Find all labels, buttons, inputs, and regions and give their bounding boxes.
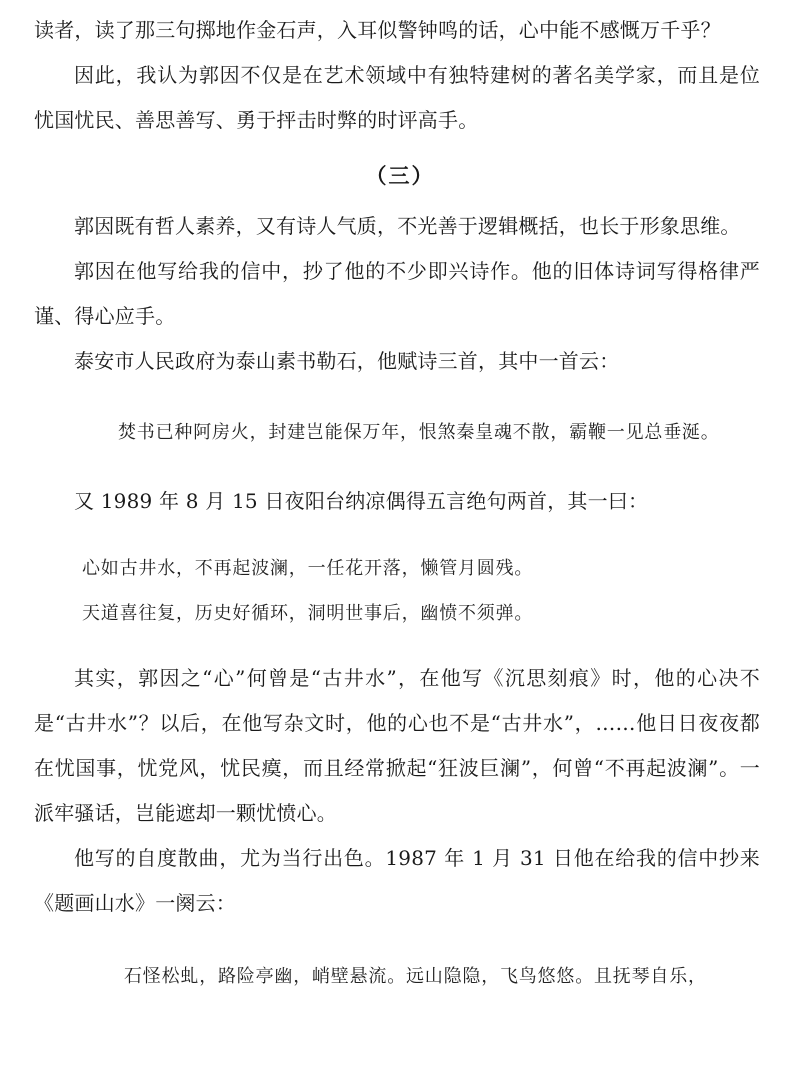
poem-quote-3: [0, 954, 800, 999]
poem-2-line-2: 天道喜往复，历史好循环，洞明世事后，幽愤不须弹。: [82, 603, 534, 624]
poem-1-text: 焚书已种阿房火，封建岂能保万年，恨煞秦皇魂不散，霸鞭一见总垂涎。: [118, 422, 720, 443]
paragraph-8: 他写的自度散曲，尤为当行出色。1987 年 1 月 31 日他在给我的信中抄来《题画山水》一阕云：: [34, 846, 760, 915]
poem-2-line-1: 心如古井水，不再起波澜，一任花开落，懒管月圆残。: [82, 558, 534, 579]
paragraph-3: 郭因既有哲人素养，又有诗人气质，不光善于逻辑概括，也长于形象思维。: [74, 214, 741, 238]
poem-quote-2: [0, 546, 800, 636]
paragraph-4: 郭因在他写给我的信中，抄了他的不少即兴诗作。他的旧体诗词写得格律严谨、得心应手。: [34, 259, 760, 328]
paragraph-7: 其实，郭因之“心”何曾是“古井水”，在他写《沉思刻痕》时，他的心决不是“古井水”？以后，在他写杂文时，他的心也不是“古井水”，……他日日夜夜都在忧国事，忧党风，忧民瘼，而且经常掀起“狂波巨澜”，何曾“不再起波澜”。一派牢骚话，岂能遮却一颗忧愤心。: [34, 666, 760, 825]
poem-quote-1: [0, 410, 800, 455]
paragraph-5: 泰安市人民政府为泰山素书勒石，他赋诗三首，其中一首云：: [74, 349, 620, 373]
paragraph-2: 因此，我认为郭因不仅是在艺术领域中有独特建树的著名美学家，而且是位忧国忧民、善思善写、勇于抨击时弊的时评高手。: [34, 63, 760, 132]
paragraph-6: 又 1989 年 8 月 15 日夜阳台纳凉偶得五言绝句两首，其一曰：: [74, 489, 649, 513]
paragraph-1: 读者，读了那三句掷地作金石声，入耳似警钟鸣的话，心中能不感慨万千乎？: [34, 18, 721, 42]
section-heading: （三）: [365, 163, 435, 188]
poem-3-line-1: 石怪松虬，路险亭幽，峭壁悬流。远山隐隐，飞鸟悠悠。且抚琴自乐，: [124, 966, 707, 987]
